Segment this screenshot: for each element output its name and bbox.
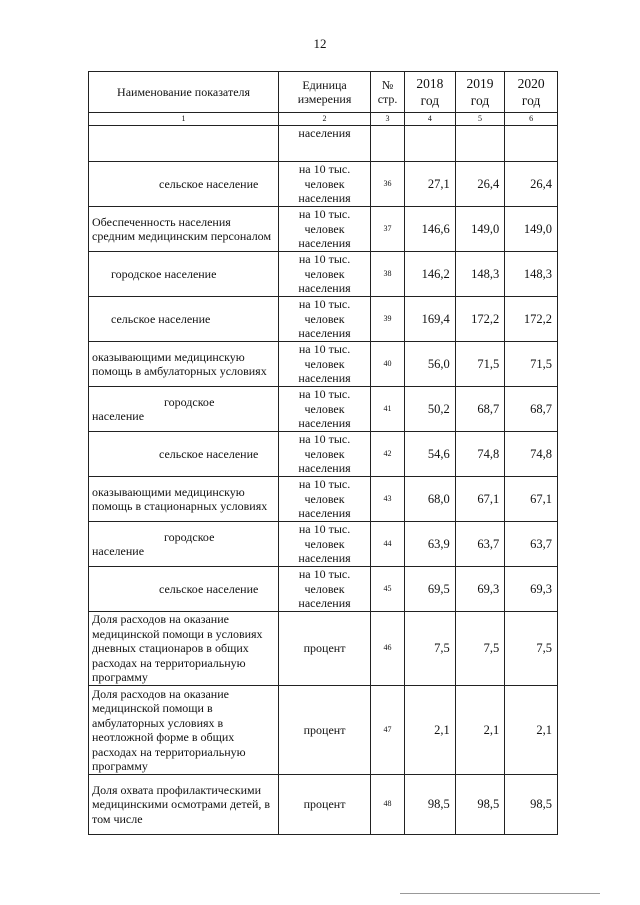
- col-number: 2: [279, 113, 371, 126]
- cell-no: [371, 126, 405, 162]
- table-row: [89, 162, 558, 207]
- cell-no: 43: [371, 477, 405, 522]
- table-row: [89, 342, 558, 387]
- header-2018-line1: 2018: [416, 76, 444, 91]
- cell-2020: 172,2: [505, 297, 558, 342]
- cell-2020: 74,8: [505, 432, 558, 477]
- cell-unit: процент: [279, 612, 371, 686]
- cell-2018: 68,0: [405, 477, 456, 522]
- cell-2018: 54,6: [405, 432, 456, 477]
- table-row: [89, 686, 558, 775]
- header-2018-line2: год: [420, 93, 440, 108]
- cell-no: 45: [371, 567, 405, 612]
- col-number: 1: [89, 113, 279, 126]
- cell-2018: 27,1: [405, 162, 456, 207]
- cell-name: городское население: [89, 252, 279, 297]
- cell-2020: 7,5: [505, 612, 558, 686]
- cell-2019: [455, 126, 505, 162]
- cell-name: Обеспеченность населения средним медицинским персоналом: [89, 207, 279, 252]
- col-number: 6: [505, 113, 558, 126]
- cell-no: 38: [371, 252, 405, 297]
- header-unit-line1: Единица: [302, 77, 347, 92]
- cell-2019: 149,0: [455, 207, 505, 252]
- cell-2018: 69,5: [405, 567, 456, 612]
- cell-2020: 26,4: [505, 162, 558, 207]
- cell-2018: 169,4: [405, 297, 456, 342]
- header-unit: [279, 72, 371, 113]
- column-numbers-row: [89, 113, 558, 126]
- header-2019: [455, 72, 505, 113]
- cell-name: [89, 126, 279, 162]
- cell-name: оказывающими медицинскую помощь в стационарных условиях: [89, 477, 279, 522]
- cell-unit: населения: [279, 126, 371, 162]
- cell-2018: 56,0: [405, 342, 456, 387]
- col-number: 4: [405, 113, 456, 126]
- table-header-row: [89, 72, 558, 113]
- cell-no: 40: [371, 342, 405, 387]
- cell-no: 39: [371, 297, 405, 342]
- table-row: [89, 297, 558, 342]
- cell-name: оказывающими медицинскую помощь в амбулаторных условиях: [89, 342, 279, 387]
- cell-2019: 172,2: [455, 297, 505, 342]
- cell-2019: 7,5: [455, 612, 505, 686]
- table-row: [89, 387, 558, 432]
- cell-2018: 2,1: [405, 686, 456, 775]
- header-2019-line2: год: [470, 93, 490, 108]
- cell-2020: 67,1: [505, 477, 558, 522]
- cell-2019: 67,1: [455, 477, 505, 522]
- cell-unit: на 10 тыс. человек населения: [279, 252, 371, 297]
- table-row: [89, 612, 558, 686]
- cell-2019: 148,3: [455, 252, 505, 297]
- table-row: [89, 207, 558, 252]
- cell-name: [89, 522, 279, 567]
- cell-no: 41: [371, 387, 405, 432]
- cell-2018: [405, 126, 456, 162]
- cell-unit: на 10 тыс. человек населения: [279, 297, 371, 342]
- cell-2019: 74,8: [455, 432, 505, 477]
- cell-no: 46: [371, 612, 405, 686]
- cell-2018: 146,6: [405, 207, 456, 252]
- cell-name: Доля охвата профилактическими медицинскими осмотрами детей, в том числе: [89, 775, 279, 835]
- cell-2020: 69,3: [505, 567, 558, 612]
- header-2020: [505, 72, 558, 113]
- cell-no: 44: [371, 522, 405, 567]
- cell-unit: на 10 тыс. человек населения: [279, 567, 371, 612]
- header-name: Наименование показателя: [89, 72, 279, 113]
- page-number: 12: [313, 36, 327, 51]
- cell-name: сельское население: [89, 567, 279, 612]
- cell-unit: на 10 тыс. человек населения: [279, 387, 371, 432]
- indicators-table: [88, 71, 558, 835]
- cell-2019: 71,5: [455, 342, 505, 387]
- header-no-line1: №: [381, 77, 394, 92]
- cell-unit: на 10 тыс. человек населения: [279, 522, 371, 567]
- cell-name: [89, 387, 279, 432]
- cell-unit: на 10 тыс. человек населения: [279, 162, 371, 207]
- cell-no: 47: [371, 686, 405, 775]
- cell-2020: 148,3: [505, 252, 558, 297]
- cell-name-line2: население: [92, 544, 145, 558]
- cell-2019: 98,5: [455, 775, 505, 835]
- cell-no: 37: [371, 207, 405, 252]
- cell-2019: 68,7: [455, 387, 505, 432]
- cell-2020: 2,1: [505, 686, 558, 775]
- table-row: [89, 477, 558, 522]
- cell-name-line1: городское: [164, 529, 215, 544]
- table-row: [89, 775, 558, 835]
- header-2019-line1: 2019: [466, 76, 494, 91]
- cell-2018: 146,2: [405, 252, 456, 297]
- cell-name: Доля расходов на оказание медицинской помощи в условиях дневных стационаров в общих расходах на территориальную программу: [89, 612, 279, 686]
- cell-2018: 63,9: [405, 522, 456, 567]
- cell-2020: [505, 126, 558, 162]
- cell-no: 48: [371, 775, 405, 835]
- table-row: [89, 432, 558, 477]
- cell-name: сельское население: [89, 297, 279, 342]
- cell-2020: 63,7: [505, 522, 558, 567]
- header-unit-line2: измерения: [297, 92, 352, 106]
- col-number: 3: [371, 113, 405, 126]
- cell-name: Доля расходов на оказание медицинской помощи в амбулаторных условиях в неотложной форме в общих расходах на территориальную программу: [89, 686, 279, 775]
- cell-name-line2: население: [92, 409, 145, 423]
- cell-unit: на 10 тыс. человек населения: [279, 207, 371, 252]
- cell-unit: на 10 тыс. человек населения: [279, 432, 371, 477]
- header-2018: [405, 72, 456, 113]
- cell-unit: процент: [279, 686, 371, 775]
- cell-2020: 98,5: [505, 775, 558, 835]
- cell-2019: 69,3: [455, 567, 505, 612]
- cell-2019: 2,1: [455, 686, 505, 775]
- cell-unit: на 10 тыс. человек населения: [279, 342, 371, 387]
- table-row: [89, 567, 558, 612]
- header-no-line2: стр.: [377, 92, 398, 106]
- cell-2019: 26,4: [455, 162, 505, 207]
- col-number: 5: [455, 113, 505, 126]
- cell-2018: 7,5: [405, 612, 456, 686]
- cell-name: сельское население: [89, 432, 279, 477]
- cell-unit: на 10 тыс. человек населения: [279, 477, 371, 522]
- header-no: [371, 72, 405, 113]
- cell-unit: процент: [279, 775, 371, 835]
- header-2020-line2: год: [521, 93, 541, 108]
- cell-no: 42: [371, 432, 405, 477]
- table-row: [89, 252, 558, 297]
- cell-2020: 68,7: [505, 387, 558, 432]
- cell-2020: 149,0: [505, 207, 558, 252]
- cell-name-line1: городское: [164, 394, 215, 409]
- cell-2020: 71,5: [505, 342, 558, 387]
- cell-name: сельское население: [89, 162, 279, 207]
- cell-2019: 63,7: [455, 522, 505, 567]
- header-2020-line1: 2020: [517, 76, 545, 91]
- table-row: [89, 522, 558, 567]
- footer-rule: [400, 893, 600, 894]
- continuation-row: [89, 126, 558, 162]
- cell-2018: 50,2: [405, 387, 456, 432]
- cell-2018: 98,5: [405, 775, 456, 835]
- cell-no: 36: [371, 162, 405, 207]
